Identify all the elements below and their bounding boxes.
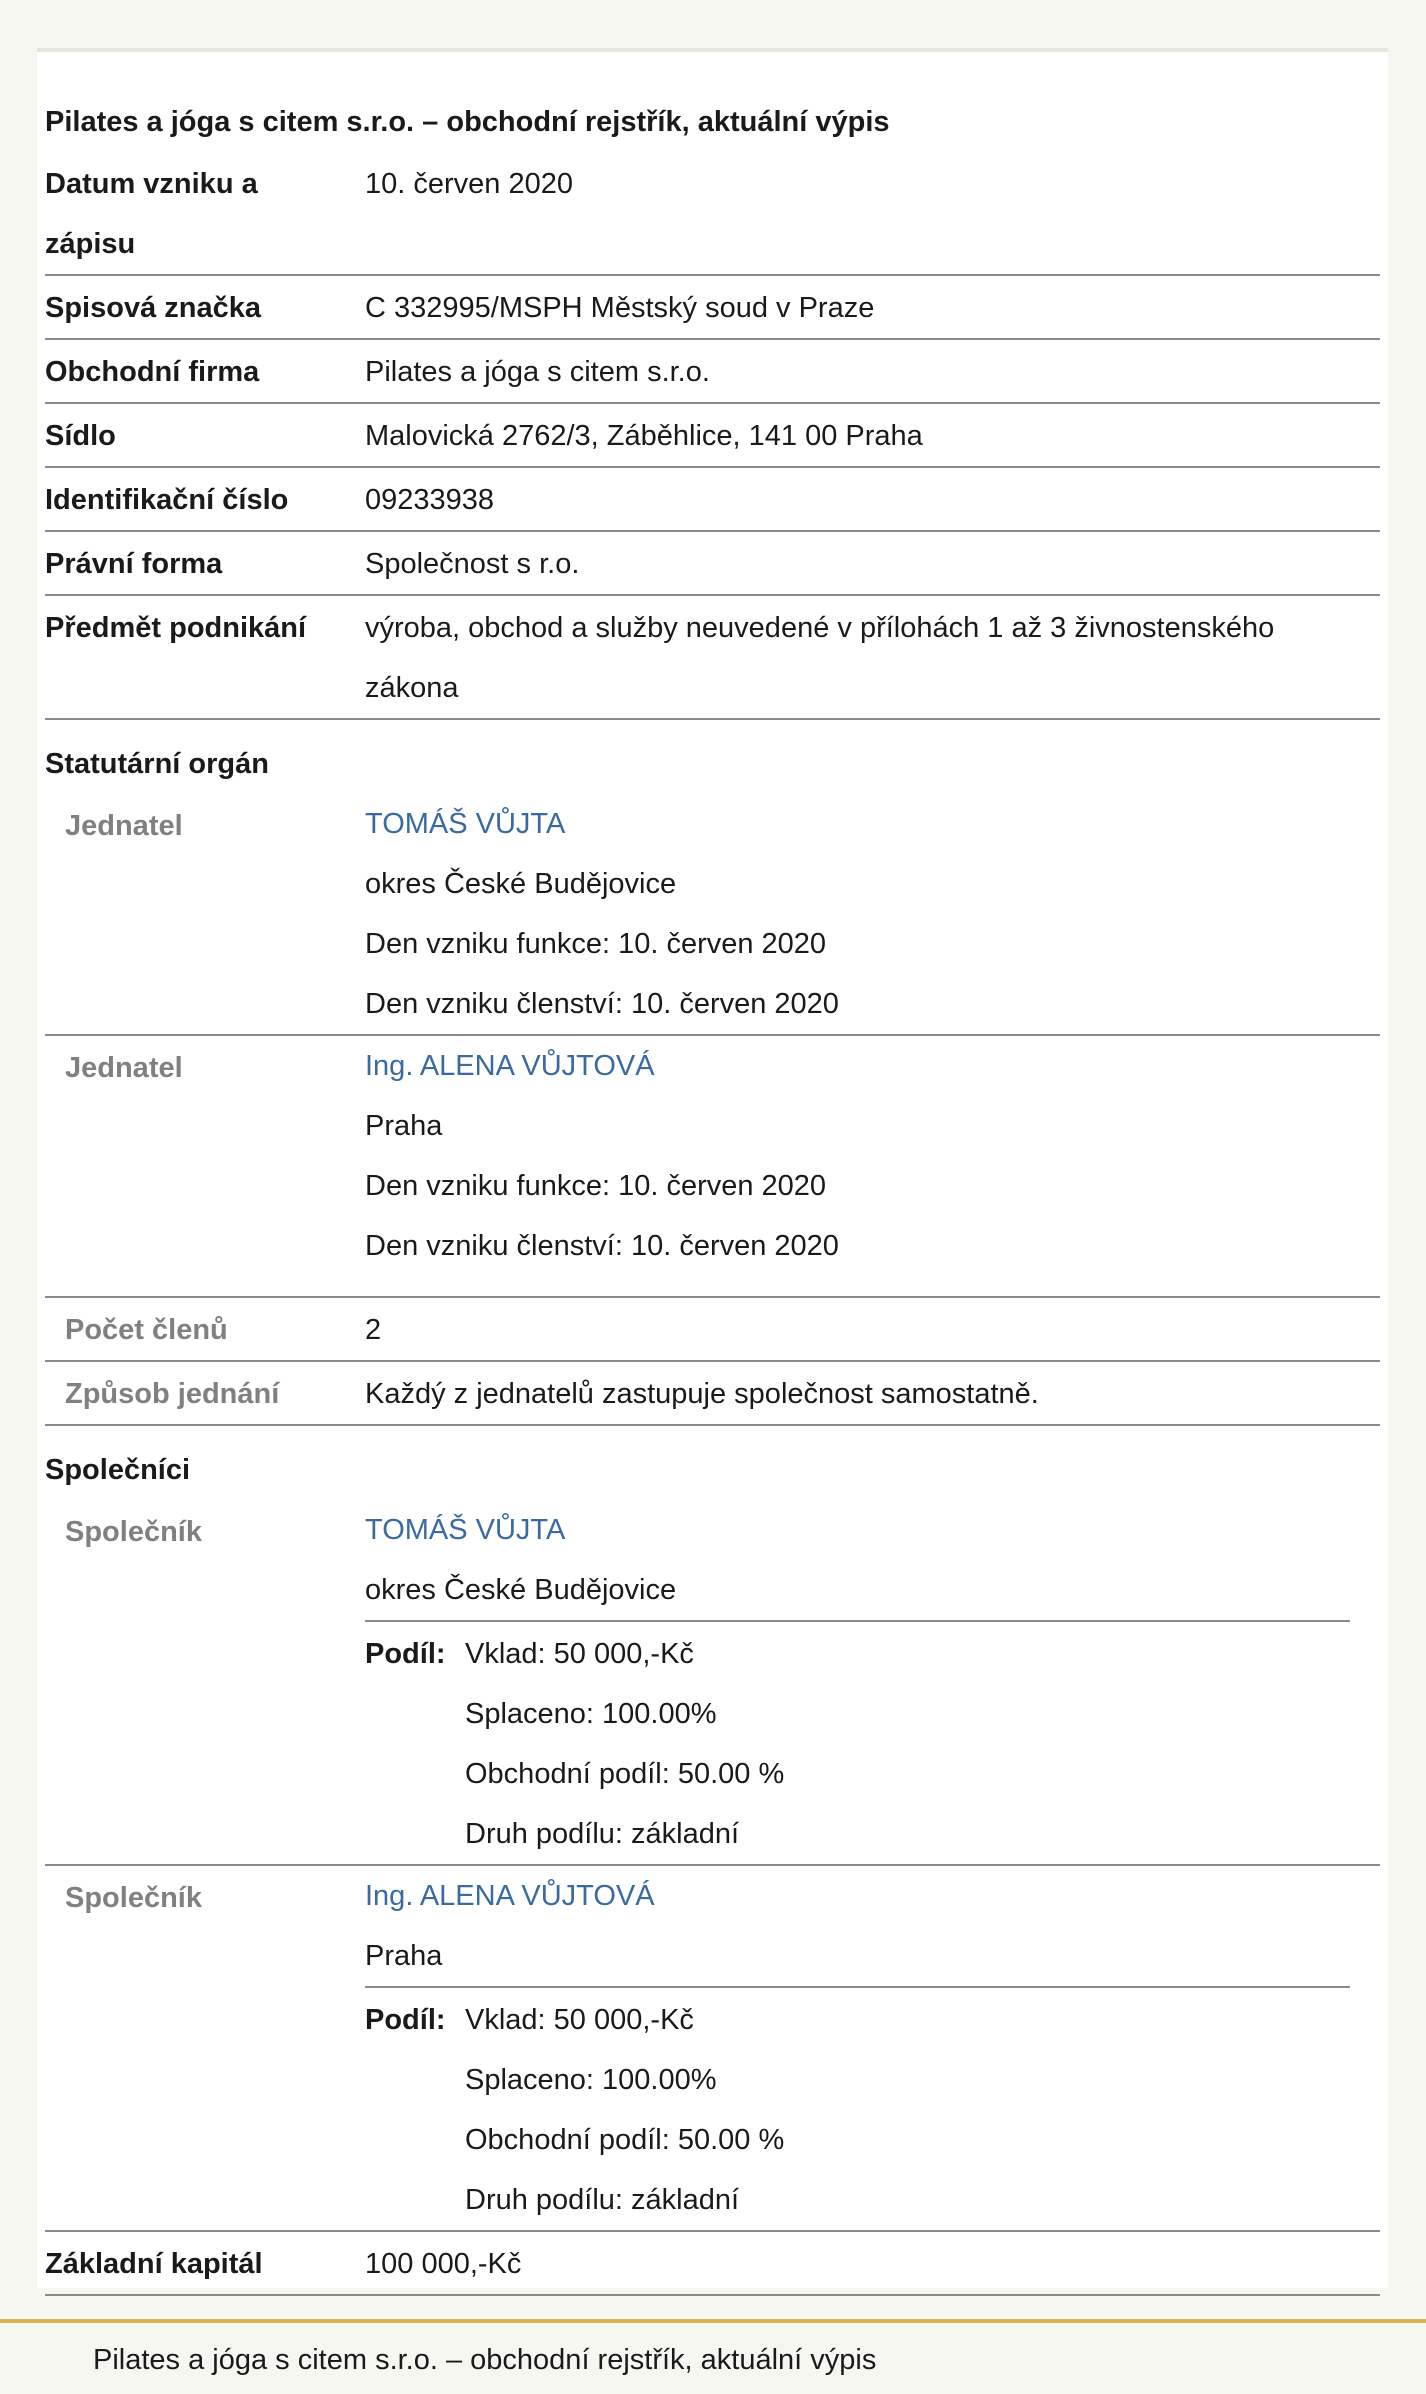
label-acting-method: Způsob jednání [65, 1378, 280, 1410]
page-title: Pilates a jóga s citem s.r.o. – obchodní rejstřík, aktuální výpis [45, 106, 890, 138]
statutory-member [45, 794, 1380, 1036]
label-company-name: Obchodní firma [45, 356, 260, 388]
value-file-number: C 332995/MSPH Městský soud v Praze [365, 292, 875, 324]
partner-role: Společník [65, 1882, 202, 1914]
row-member-count [45, 1298, 1380, 1362]
value-company-name: Pilates a jóga s citem s.r.o. [365, 356, 710, 388]
member-membership-date: Den vzniku členství: 10. červen 2020 [365, 1230, 839, 1262]
label-business-subject: Předmět podnikání [45, 612, 307, 644]
partner-name-link[interactable]: Ing. ALENA VŮJTOVÁ [365, 1880, 655, 1912]
share-percentage: Obchodní podíl: 50.00 % [465, 2124, 785, 2156]
share-kind: Druh podílu: základní [465, 1818, 740, 1850]
label-seat: Sídlo [45, 420, 116, 452]
row-registered-capital [45, 2232, 1380, 2296]
partner-place: Praha [365, 1940, 443, 1972]
member-function-date: Den vzniku funkce: 10. červen 2020 [365, 928, 827, 960]
label-ico: Identifikační číslo [45, 484, 289, 516]
label-file-number: Spisová značka [45, 292, 261, 324]
value-registered-capital: 100 000,-Kč [365, 2248, 522, 2280]
share-label: Podíl: [365, 2004, 446, 2036]
value-ico: 09233938 [365, 484, 495, 516]
share-deposit: Vklad: 50 000,-Kč [465, 1638, 694, 1670]
partner-place: okres České Budějovice [365, 1574, 677, 1606]
partner-item [45, 1866, 1380, 2232]
partner-share-block [365, 1986, 1350, 2230]
row-business-subject [45, 596, 1380, 720]
value-business-subject: výroba, obchod a služby neuvedené v přílohách 1 až 3 živnostenského zákona [365, 612, 1275, 704]
partner-share-block [365, 1620, 1350, 1864]
member-name-link[interactable]: Ing. ALENA VŮJTOVÁ [365, 1050, 655, 1082]
member-membership-date: Den vzniku členství: 10. červen 2020 [365, 988, 839, 1020]
row-founding-date [45, 152, 1380, 276]
value-founding-date: 10. červen 2020 [365, 168, 573, 200]
row-seat [45, 404, 1380, 468]
partner-name-link[interactable]: TOMÁŠ VŮJTA [365, 1514, 566, 1546]
label-registered-capital: Základní kapitál [45, 2248, 263, 2280]
partner-role: Společník [65, 1516, 202, 1548]
partner-item [45, 1500, 1380, 1866]
row-legal-form [45, 532, 1380, 596]
member-function-date: Den vzniku funkce: 10. červen 2020 [365, 1170, 827, 1202]
member-place: okres České Budějovice [365, 868, 677, 900]
row-file-number [45, 276, 1380, 340]
statutory-member [45, 1036, 1380, 1298]
row-ico [45, 468, 1380, 532]
row-company-name [45, 340, 1380, 404]
share-label: Podíl: [365, 1638, 446, 1670]
footer [0, 2319, 1426, 2394]
member-role: Jednatel [65, 810, 183, 842]
section-statutory-heading: Statutární orgán [45, 748, 269, 780]
label-member-count: Počet členů [65, 1314, 228, 1346]
row-acting-method [45, 1362, 1380, 1426]
value-legal-form: Společnost s r.o. [365, 548, 580, 580]
value-member-count: 2 [365, 1314, 382, 1346]
share-paid: Splaceno: 100.00% [465, 2064, 717, 2096]
share-paid: Splaceno: 100.00% [465, 1698, 717, 1730]
footer-text: Pilates a jóga s citem s.r.o. – obchodní rejstřík, aktuální výpis [93, 2344, 877, 2376]
member-name-link[interactable]: TOMÁŠ VŮJTA [365, 808, 566, 840]
member-role: Jednatel [65, 1052, 183, 1084]
value-seat: Malovická 2762/3, Záběhlice, 141 00 Praha [365, 420, 923, 452]
label-founding-date: Datum vzniku a zápisu [45, 168, 258, 260]
register-extract-card [37, 48, 1388, 2288]
value-acting-method: Každý z jednatelů zastupuje společnost samostatně. [365, 1378, 1039, 1410]
share-kind: Druh podílu: základní [465, 2184, 740, 2216]
share-percentage: Obchodní podíl: 50.00 % [465, 1758, 785, 1790]
member-place: Praha [365, 1110, 443, 1142]
share-deposit: Vklad: 50 000,-Kč [465, 2004, 694, 2036]
section-partners-heading: Společníci [45, 1454, 191, 1486]
label-legal-form: Právní forma [45, 548, 223, 580]
